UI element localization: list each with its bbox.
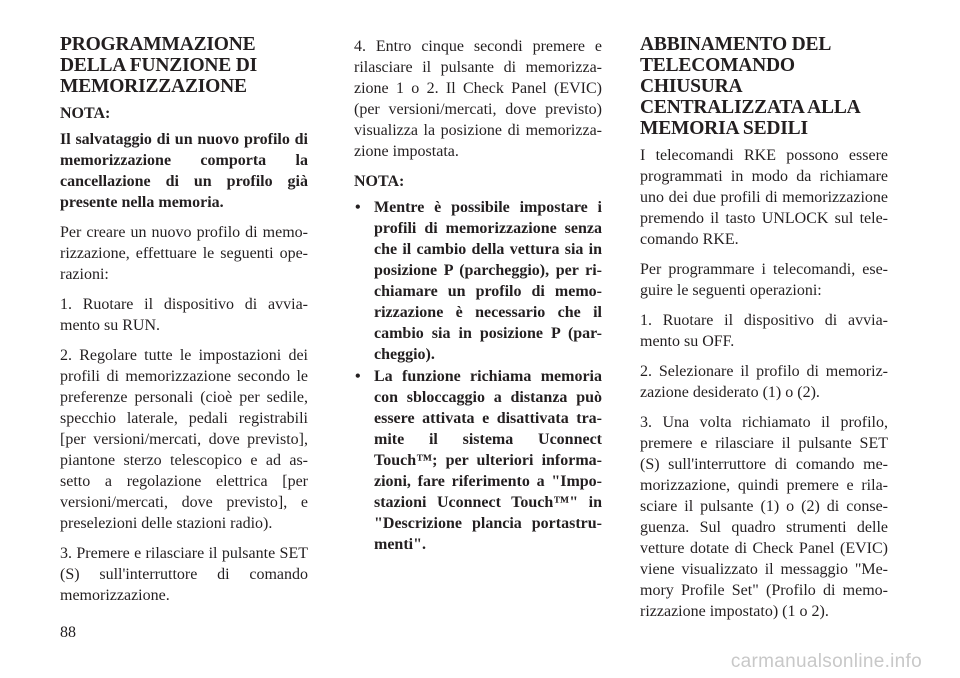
page-number: 88 — [60, 624, 76, 641]
left-column — [60, 34, 308, 615]
section-heading-abbinamento: ABBINAMENTO DEL TELECOMANDO CHIUSURA CENTRALIZZATA ALLA MEMORIA SEDILI — [640, 34, 860, 139]
list-item — [354, 197, 602, 365]
intro-paragraph-2: Per programmare i telecomandi, ese-guire le seguenti operazioni: — [640, 261, 888, 299]
note-label: NOTA: — [354, 173, 405, 190]
step-2: 2. Regolare tutte le impostazioni dei profili di memorizzazione secondo le preferenze personali (cioè per sedile, specchio laterale, pedali registrabili [per versioni/mercati, dove previsto], piantone sterzo telescopico e ad as-setto a regolazione elettrica [per versioni/mercati, dove previsto], e preselezioni delle stazioni radio). — [60, 347, 308, 532]
step-3: 3. Premere e rilasciare il pulsante SET (S) sull'interruttore di comando memorizzazione. — [60, 545, 308, 604]
watermark: carmanualsonline.info — [730, 651, 922, 672]
bullet-icon: • — [355, 199, 361, 216]
bullet-icon: • — [355, 368, 361, 385]
intro-paragraph: Per creare un nuovo profilo di memo-rizzazione, effettuare le seguenti ope-razioni: — [60, 224, 308, 283]
right-column — [640, 34, 888, 631]
step-1: 1. Ruotare il dispositivo di avvia-mento su OFF. — [640, 312, 888, 350]
section-heading-programmazione: PROGRAMMAZIONE DELLA FUNZIONE DI MEMORIZZAZIONE — [60, 34, 258, 97]
middle-column — [354, 36, 602, 556]
bullet-text: Mentre è possibile impostare i profili di memorizzazione senza che il cambio della vettura sia in posizione P (parcheggio), per ri-chiamare un profilo di memo-rizzazione è necessario che il cambio sia in posizione P (par-cheggio). — [374, 199, 602, 363]
note-text: Il salvataggio di un nuovo profilo di memorizzazione comporta la cancellazione di un profilo già presente nella memoria. — [60, 131, 308, 211]
note-label: NOTA: — [60, 105, 111, 122]
intro-paragraph: I telecomandi RKE possono essere programmati in modo da richiamare uno dei due profili di memorizzazione premendo il tasto UNLOCK sul tele-comando RKE. — [640, 147, 888, 248]
note-bullet-list — [354, 197, 602, 555]
bullet-text: La funzione richiama memoria con sbloccaggio a distanza può essere attivata e disattivata tra-mite il sistema Uconnect Touch™; per ulteriori informa-zioni, fare riferimento a "Impo-stazioni Uconnect Touch™" in "Descrizione plancia portastru-menti". — [374, 368, 602, 553]
list-item — [354, 366, 602, 555]
step-1: 1. Ruotare il dispositivo di avvia-mento su RUN. — [60, 296, 308, 334]
step-2: 2. Selezionare il profilo di memoriz-zazione desiderato (1) o (2). — [640, 363, 888, 401]
step-3: 3. Una volta richiamato il profilo, premere e rilasciare il pulsante SET (S) sull'interruttore di comando me-morizzazione, quindi premere e rila-sciare il pulsante (1) o (2) di conse-guenza. Sul quadro strumenti delle vetture dotate di Check Panel (EVIC) viene visualizzato il messaggio "Me-mory Profile Set" (Profilo di memo-rizzazione impostato) (1 o 2). — [640, 414, 888, 620]
step-4: 4. Entro cinque secondi premere e rilasciare il pulsante di memorizza-zione 1 o 2. Il Check Panel (EVIC) (per versioni/mercati, dove previsto) visualizza la posizione di memorizza-zione impostata. — [354, 38, 602, 160]
